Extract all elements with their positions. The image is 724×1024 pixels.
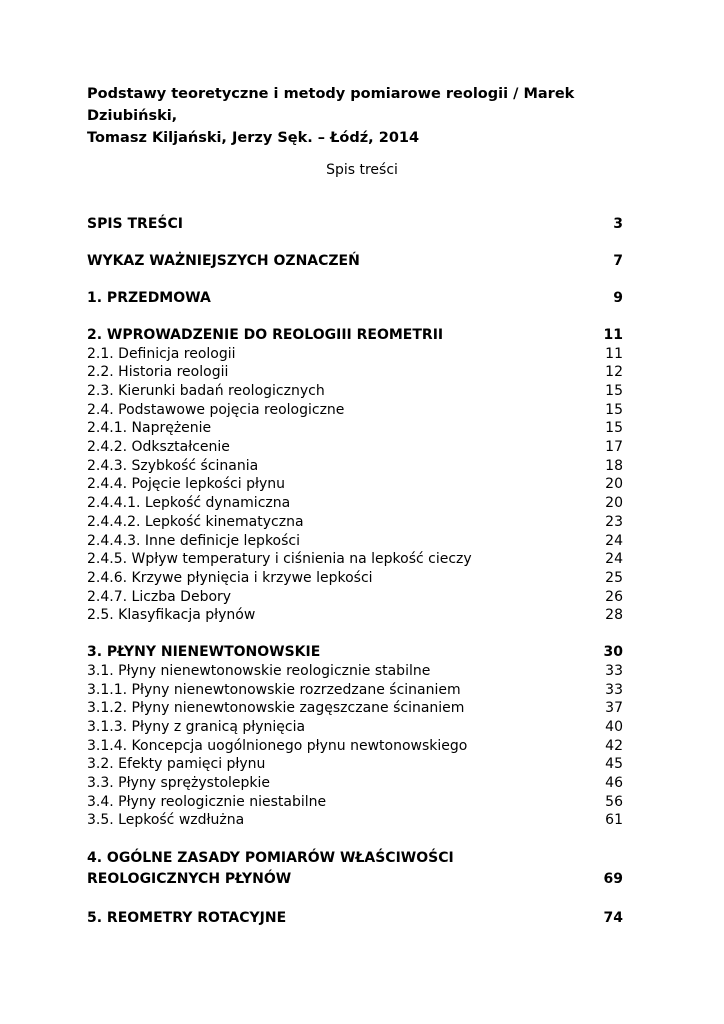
- toc-entry: [87, 382, 623, 401]
- toc-entry-label: 2.2. Historia reologii: [87, 364, 229, 381]
- toc-entry-label: 2.4.1. Naprężenie: [87, 420, 212, 437]
- toc-entry-page-number: 7: [613, 252, 623, 269]
- toc-entry-label: 3.1.3. Płyny z granicą płynięcia: [87, 718, 306, 735]
- toc-entry-label: 2.4.6. Krzywe płynięcia i krzywe lepkości: [87, 569, 373, 586]
- toc-entry: [87, 569, 623, 588]
- toc-entry: [87, 401, 623, 420]
- toc-entry: [87, 755, 623, 774]
- toc-entry-page-number: 17: [605, 439, 623, 456]
- toc-entry: [87, 438, 623, 457]
- toc-entry-label: 3.5. Lepkość wzdłużna: [87, 812, 245, 829]
- toc-entry-page-number: 69: [603, 871, 623, 888]
- toc-entry: [87, 643, 623, 662]
- toc-entry-label: 5. REOMETRY ROTACYJNE: [87, 909, 287, 926]
- toc-title: Spis treści: [326, 162, 398, 178]
- toc-entry-page-number: 9: [613, 289, 623, 306]
- toc-entry: [87, 419, 623, 438]
- toc-entry-label: 3.4. Płyny reologicznie niestabilne: [87, 793, 327, 810]
- toc-entry-label: 1. PRZEDMOWA: [87, 289, 211, 306]
- toc-entry: [87, 811, 623, 830]
- toc-entry-page-number: 40: [605, 718, 623, 735]
- toc-entry: [87, 793, 623, 812]
- toc-entry: [87, 588, 623, 607]
- toc-entry-label: 3.1. Płyny nienewtonowskie reologicznie stabilne: [87, 662, 431, 679]
- toc-entry-page-number: 45: [605, 756, 623, 773]
- toc-entry: [87, 681, 623, 700]
- toc-entry-page-number: 18: [605, 457, 623, 474]
- toc-entry-page-number: 15: [605, 420, 623, 437]
- toc-entry: [87, 532, 623, 551]
- toc-entry-label: 4. OGÓLNE ZASADY POMIARÓW WŁAŚCIWOŚCI REOLOGICZNYCH PŁYNÓW: [87, 850, 454, 888]
- toc-entry-page-number: 42: [605, 737, 623, 754]
- toc-entry-page-number: 11: [605, 345, 623, 362]
- toc-entry-page-number: 74: [603, 909, 623, 926]
- toc-entry: [87, 215, 623, 234]
- toc-entry: [87, 662, 623, 681]
- toc-entry: [87, 289, 623, 308]
- table-of-contents: [87, 215, 623, 927]
- document-header: [87, 83, 647, 149]
- toc-entry-label: 3. PŁYNY NIENEWTONOWSKIE: [87, 644, 321, 661]
- toc-entry: [87, 699, 623, 718]
- header-line-2: Tomasz Kiljański, Jerzy Sęk. – Łódź, 2014: [87, 130, 420, 146]
- toc-entry-page-number: 56: [605, 793, 623, 810]
- toc-entry-label: 2.3. Kierunki badań reologicznych: [87, 383, 325, 399]
- toc-entry: [87, 909, 623, 928]
- toc-entry-page-number: 24: [605, 532, 623, 549]
- toc-entry-page-number: 28: [605, 607, 623, 624]
- toc-entry: [87, 475, 623, 494]
- toc-entry-label: 2.4.3. Szybkość ścinania: [87, 457, 259, 474]
- toc-entry-page-number: 15: [605, 401, 623, 418]
- toc-entry-label: 3.3. Płyny sprężystolepkie: [87, 775, 271, 792]
- toc-entry-page-number: 23: [605, 513, 623, 530]
- toc-entry-page-number: 61: [605, 812, 623, 829]
- toc-entry: [87, 737, 623, 756]
- toc-entry-label: 3.2. Efekty pamięci płynu: [87, 756, 266, 773]
- toc-entry-label: 2.4.4.3. Inne definicje lepkości: [87, 532, 300, 549]
- toc-entry-label: 2. WPROWADZENIE DO REOLOGIII REOMETRII: [87, 326, 444, 343]
- toc-entry: [87, 252, 623, 271]
- toc-entry-page-number: 33: [605, 681, 623, 698]
- toc-entry: [87, 494, 623, 513]
- toc-entry: [87, 363, 623, 382]
- toc-entry-label: WYKAZ WAŻNIEJSZYCH OZNACZEŃ: [87, 252, 360, 269]
- toc-entry-label: 2.4.4.2. Lepkość kinematyczna: [87, 513, 304, 530]
- toc-entry-page-number: 15: [605, 383, 623, 399]
- toc-entry: [87, 718, 623, 737]
- toc-entry-label: 2.5. Klasyfikacja płynów: [87, 607, 256, 624]
- toc-entry-page-number: 37: [605, 700, 623, 717]
- toc-entry-page-number: 3: [613, 215, 623, 232]
- toc-entry-page-number: 30: [603, 644, 623, 661]
- toc-entry: [87, 457, 623, 476]
- toc-entry-page-number: 46: [605, 775, 623, 792]
- toc-entry-label: 3.1.1. Płyny nienewtonowskie rozrzedzane ścinaniem: [87, 681, 461, 698]
- header-line-1: Podstawy teoretyczne i metody pomiarowe reologii / Marek Dziubiński,: [87, 86, 575, 124]
- toc-entry: [87, 550, 623, 569]
- toc-entry: [87, 513, 623, 532]
- toc-entry-label: 2.4.5. Wpływ temperatury i ciśnienia na lepkość cieczy: [87, 551, 472, 568]
- toc-entry-label: 2.4. Podstawowe pojęcia reologiczne: [87, 401, 345, 418]
- toc-entry-label: 2.4.4.1. Lepkość dynamiczna: [87, 495, 291, 512]
- toc-entry: [87, 326, 623, 345]
- toc-entry-label: 2.4.2. Odkształcenie: [87, 439, 230, 456]
- toc-entry-page-number: 12: [605, 364, 623, 381]
- toc-entry-label: SPIS TREŚCI: [87, 215, 183, 232]
- toc-entry-page-number: 25: [605, 569, 623, 586]
- toc-entry: [87, 606, 623, 625]
- toc-entry-label: 3.1.2. Płyny nienewtonowskie zagęszczane ścinaniem: [87, 700, 465, 717]
- toc-entry-page-number: 20: [605, 476, 623, 493]
- toc-entry-page-number: 24: [605, 551, 623, 568]
- toc-entry-page-number: 11: [603, 326, 623, 343]
- toc-entry-page-number: 26: [605, 588, 623, 605]
- toc-entry-label: 2.4.4. Pojęcie lepkości płynu: [87, 476, 285, 493]
- toc-entry-label: 3.1.4. Koncepcja uogólnionego płynu newtonowskiego: [87, 737, 468, 754]
- toc-entry-label: 2.4.7. Liczba Debory: [87, 588, 232, 605]
- toc-entry: [87, 345, 623, 364]
- toc-entry: [87, 848, 623, 890]
- toc-entry-page-number: 20: [605, 495, 623, 512]
- toc-entry-label: 2.1. Definicja reologii: [87, 345, 236, 362]
- toc-entry-page-number: 33: [605, 662, 623, 679]
- toc-entry: [87, 774, 623, 793]
